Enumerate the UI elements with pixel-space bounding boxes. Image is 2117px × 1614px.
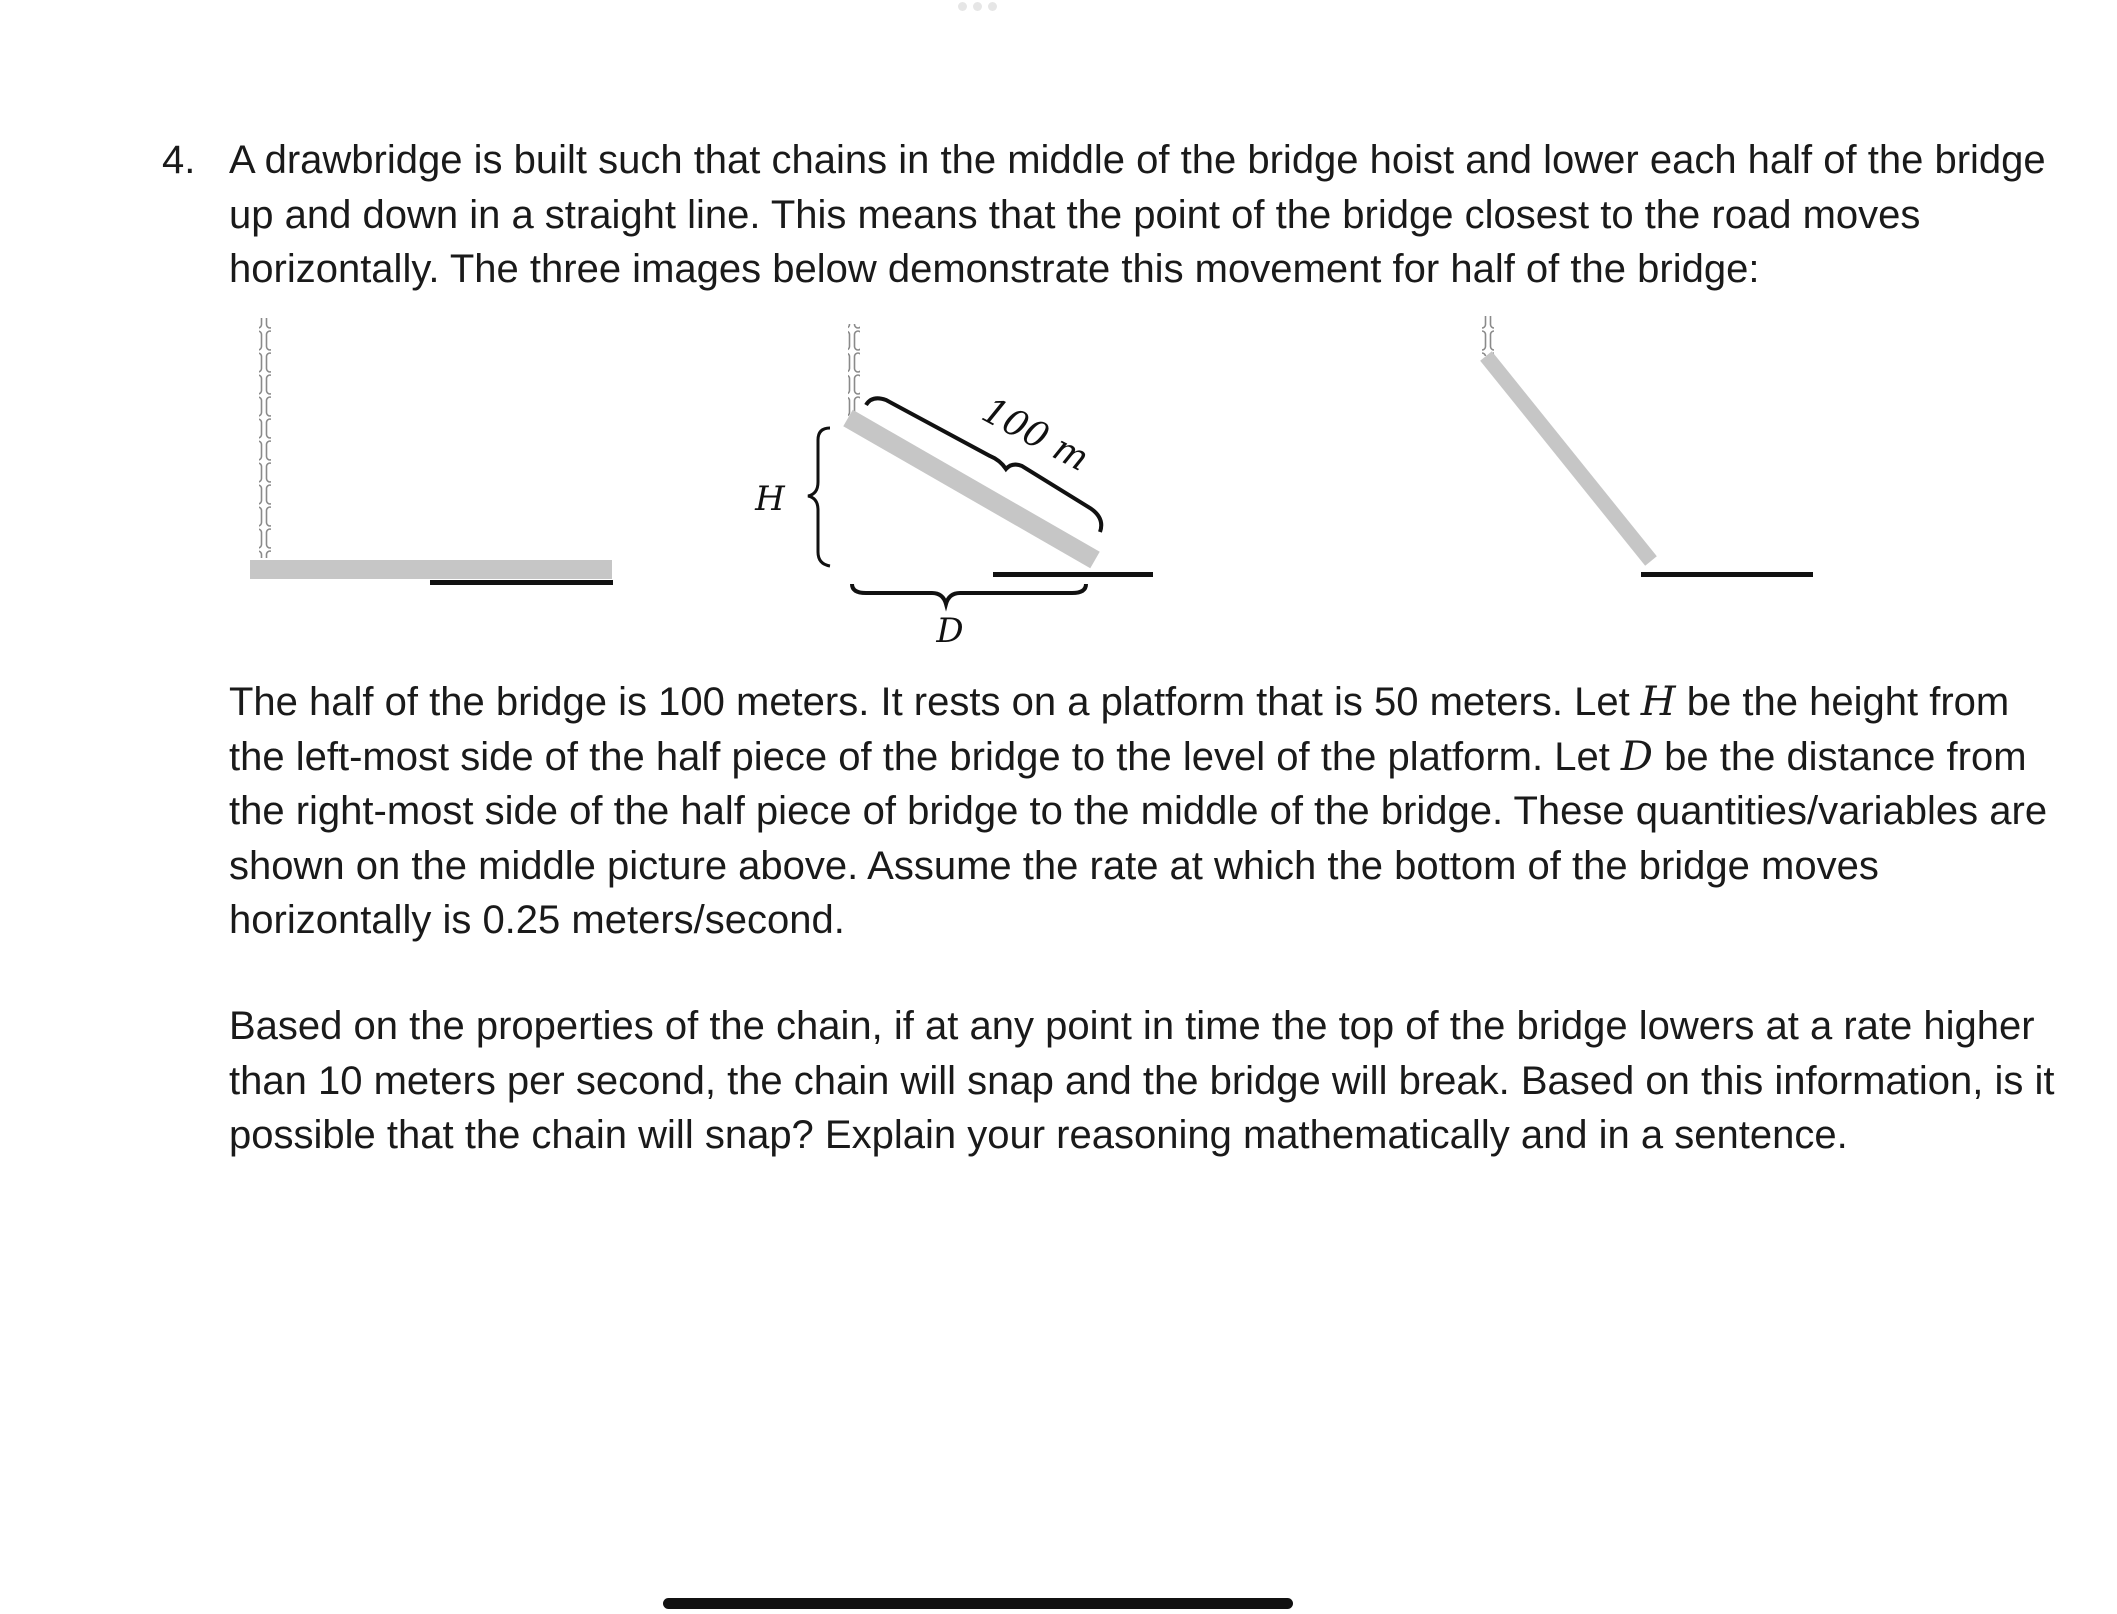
chain	[848, 324, 860, 418]
description-part: The half of the bridge is 100 meters. It rests on a platform that is 50 meters. Let	[229, 680, 1641, 724]
platform	[430, 580, 613, 585]
home-indicator[interactable]	[663, 1598, 1293, 1609]
height-brace	[808, 428, 830, 566]
bridge-half	[1486, 356, 1651, 561]
height-label: H	[755, 479, 785, 519]
bridge-state-raising	[754, 324, 1153, 651]
platform	[1641, 572, 1813, 577]
description-part: be the distance from the right-most side of the half piece of bridge to the middle of the bridge. These quantities/variables are shown on the middle picture above. Assume the rate at which the bottom of the bridge moves horizontally is 0.25 meters/second.	[229, 734, 2048, 942]
chain	[1482, 316, 1494, 356]
distance-brace	[852, 584, 1086, 604]
description-part: be the height from the left-most side of the half piece of the bridge to the level of the platform. Let	[229, 680, 2010, 779]
question-number: 4.	[162, 138, 196, 182]
chain-question: Based on the properties of the chain, if at any point in time the top of the bridge lowers at a rate higher than 10 meters per second, the chain will snap and the bridge will break. Based on this information, is it possible that the chain will snap? Explain your reasoning mathematically and in a sentence.	[229, 1004, 2055, 1157]
chain	[259, 318, 271, 558]
platform	[993, 572, 1153, 577]
bridge-state-steep	[1482, 316, 1813, 577]
bridge-description	[229, 675, 2069, 948]
bridge-half	[250, 560, 612, 579]
length-label: 100 m	[975, 389, 1096, 480]
bridge-state-lowered	[250, 318, 613, 585]
variable-d: D	[1620, 733, 1653, 780]
variable-h: H	[1640, 679, 1676, 725]
distance-label: D	[936, 611, 964, 651]
question-intro: A drawbridge is built such that chains in the middle of the bridge hoist and lower each half of the bridge up and down in a straight line. This means that the point of the bridge closest to the road moves horizontally. The three images below demonstrate this movement for half of the bridge:	[229, 138, 2046, 291]
